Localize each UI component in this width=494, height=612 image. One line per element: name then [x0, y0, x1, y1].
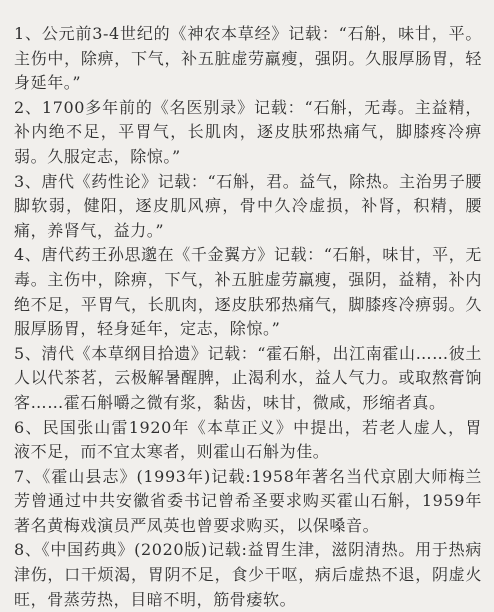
entry-6: 6、民国张山雷1920年《本草正义》中提出，若老人虚人，胃液不足，而不宜太寒者，则霍山石斛为佳。 [14, 417, 482, 462]
entry-5: 5、清代《本草纲目拾遗》记载：“霍石斛，出江南霍山……彼土人以代茶茗，云极解暑醒脾，止渴利水，益人气力。或取熬膏饷客……霍石斛嚼之微有浆，黏齿，味甘，微咸，形缩者真。 [14, 343, 482, 412]
entry-1: 1、公元前3-4世纪的《神农本草经》记载：“石斛，味甘，平。主伤中，除痹，下气，补五脏虚劳羸瘦，强阴。久服厚肠胃，轻身延年。” [14, 24, 482, 93]
entry-4: 4、唐代药王孙思邈在《千金翼方》记载：“石斛，味甘，平，无毒。主伤中，除痹，下气，补五脏虚劳羸瘦，强阴，益精，补内绝不足，平胃气，长肌肉，逐皮肤邪热痛气，脚膝疼冷痹弱。久服厚肠胃，轻身延年，定志，除惊。” [14, 245, 482, 339]
entry-3: 3、唐代《药性论》记载：“石斛，君。益气，除热。主治男子腰脚软弱，健阳，逐皮肌风痹，骨中久冷虚损，补肾，积精，腰痛，养肾气，益力。” [14, 171, 482, 240]
entry-2: 2、1700多年前的《名医别录》记载：“石斛，无毒。主益精，补内绝不足，平胃气，长肌肉，逐皮肤邪热痛气，脚膝疼冷痹弱。久服定志，除惊。” [14, 97, 482, 166]
entry-7: 7、《霍山县志》(1993年)记载:1958年著名当代京剧大师梅兰芳曾通过中共安徽省委书记曾希圣要求购买霍山石斛，1959年著名黄梅戏演员严凤英也曾要求购买，以保嗓音。 [14, 466, 482, 535]
entry-8: 8、《中国药典》(2020版)记载:益胃生津，滋阴清热。用于热病津伤，口干烦渴，胃阴不足，食少干呕，病后虚热不退，阴虚火旺，骨蒸劳热，目暗不明，筋骨痿软。 [14, 540, 482, 609]
